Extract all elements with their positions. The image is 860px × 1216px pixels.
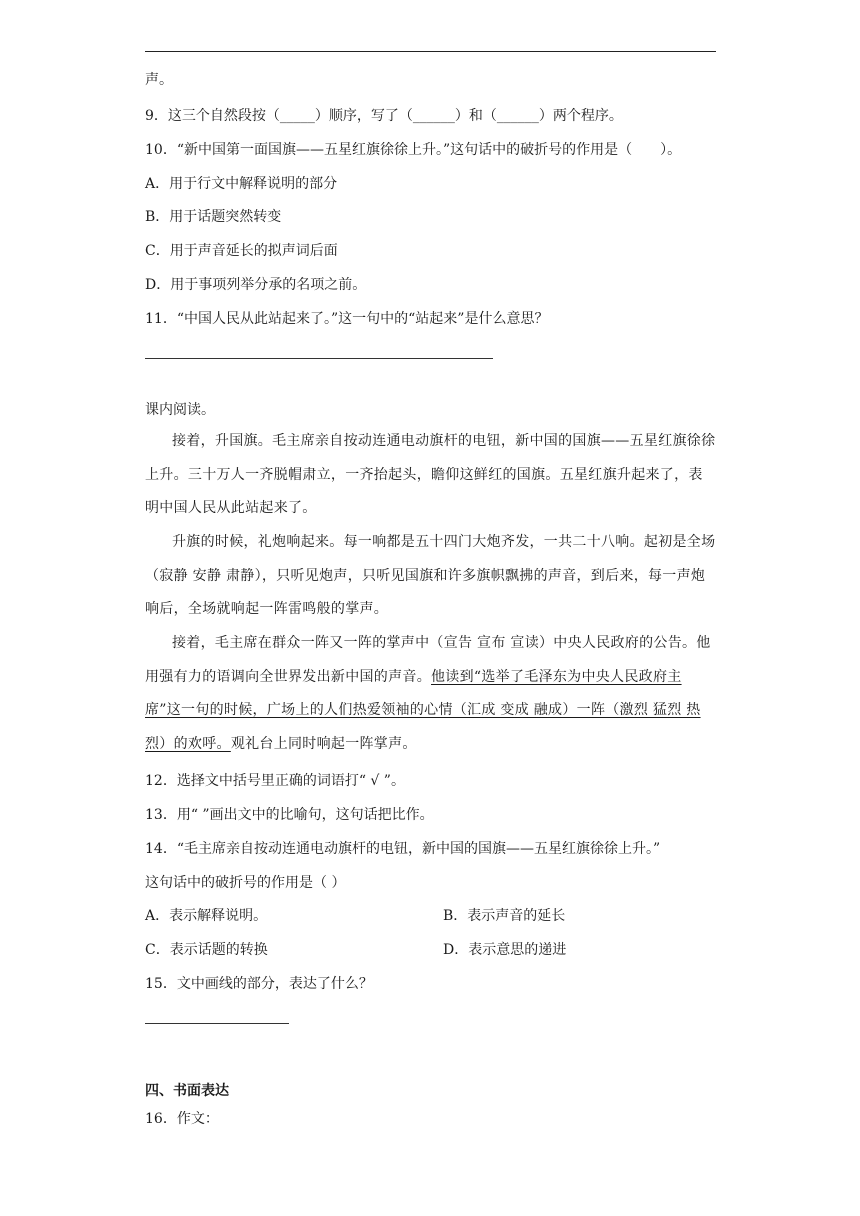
question-14-option-c: C．表示话题的转换	[145, 942, 268, 958]
underlined-passage: 他读到“选举了毛泽东为中央人民政府主席”这一句的时候，广场上的人们热爱领袖的心情（汇成 变成 融成）一阵（激烈 猛烈 热烈）的欢呼。	[145, 668, 701, 753]
question-15: 15．文中画线的部分，表达了什么？	[145, 976, 373, 992]
question-10-option-b: B．用于话题突然转变	[145, 209, 282, 225]
passage-paragraph-3: 接着，毛主席在群众一阵又一阵的掌声中（宣告 宣布 宣读）中央人民政府的公告。他用强有力的语调向全世界发出新中国的声音。他读到“选举了毛泽东为中央人民政府主席”这一句的时候，广场上的人们热爱领袖的心情（汇成 变成 融成）一阵（激烈 猛烈 热烈）的欢呼。观礼台上同时响起一阵掌声。	[145, 635, 711, 753]
answer-line-15[interactable]	[145, 1023, 289, 1024]
question-9: 9．这三个自然段按（_____）顺序，写了（______）和（______）两个程序。	[145, 108, 623, 124]
question-12: 12．选择文中括号里正确的词语打“ √ ”。	[145, 773, 405, 789]
passage-paragraph-1: 接着，升国旗。毛主席亲自按动连通电动旗杆的电钮，新中国的国旗——五星红旗徐徐上升。三十万人一齐脱帽肃立，一齐抬起头，瞻仰这鲜红的国旗。五星红旗升起来了，表明中国人民从此站起来了。	[145, 433, 716, 517]
question-11: 11．“中国人民从此站起来了。”这一句中的“站起来”是什么意思？	[145, 311, 549, 327]
answer-line-11[interactable]	[145, 358, 493, 359]
question-14-option-b: B．表示声音的延长	[443, 908, 566, 924]
reading-title: 课内阅读。	[145, 402, 215, 418]
question-16: 16．作文：	[145, 1111, 219, 1127]
question-10-option-c: C．用于声音延长的拟声词后面	[145, 243, 338, 259]
question-13: 13．用“ ”画出文中的比喻句，这句话把比作。	[145, 807, 434, 823]
question-10-option-d: D．用于事项列举分承的名项之前。	[145, 277, 367, 293]
question-10-stem: 10．“新中国第一面国旗——五星红旗徐徐上升。”这句话中的破折号的作用是（ ）。	[145, 142, 682, 158]
question-10-option-a: A．用于行文中解释说明的部分	[145, 176, 338, 192]
question-14-stem-line-2: 这句话中的破折号的作用是（ ）	[145, 875, 346, 891]
passage-paragraph-2: 升旗的时候，礼炮响起来。每一响都是五十四门大炮齐发，一共二十八响。起初是全场（寂静 安静 肃静），只听见炮声，只听见国旗和许多旗帜飘拂的声音，到后来，每一声炮响后，全场就响起一阵雷鸣般的掌声。	[145, 534, 716, 618]
question-14-stem-line-1: 14．“毛主席亲自按动连通电动旗杆的电钮，新中国的国旗——五星红旗徐徐上升。”	[145, 841, 661, 857]
question-14-option-a: A．表示解释说明。	[145, 908, 268, 924]
question-14-option-d: D．表示意思的递进	[443, 942, 567, 958]
section-4-title: 四、书面表达	[145, 1083, 229, 1099]
text-fragment: 声。	[145, 72, 173, 88]
top-divider	[145, 51, 716, 52]
